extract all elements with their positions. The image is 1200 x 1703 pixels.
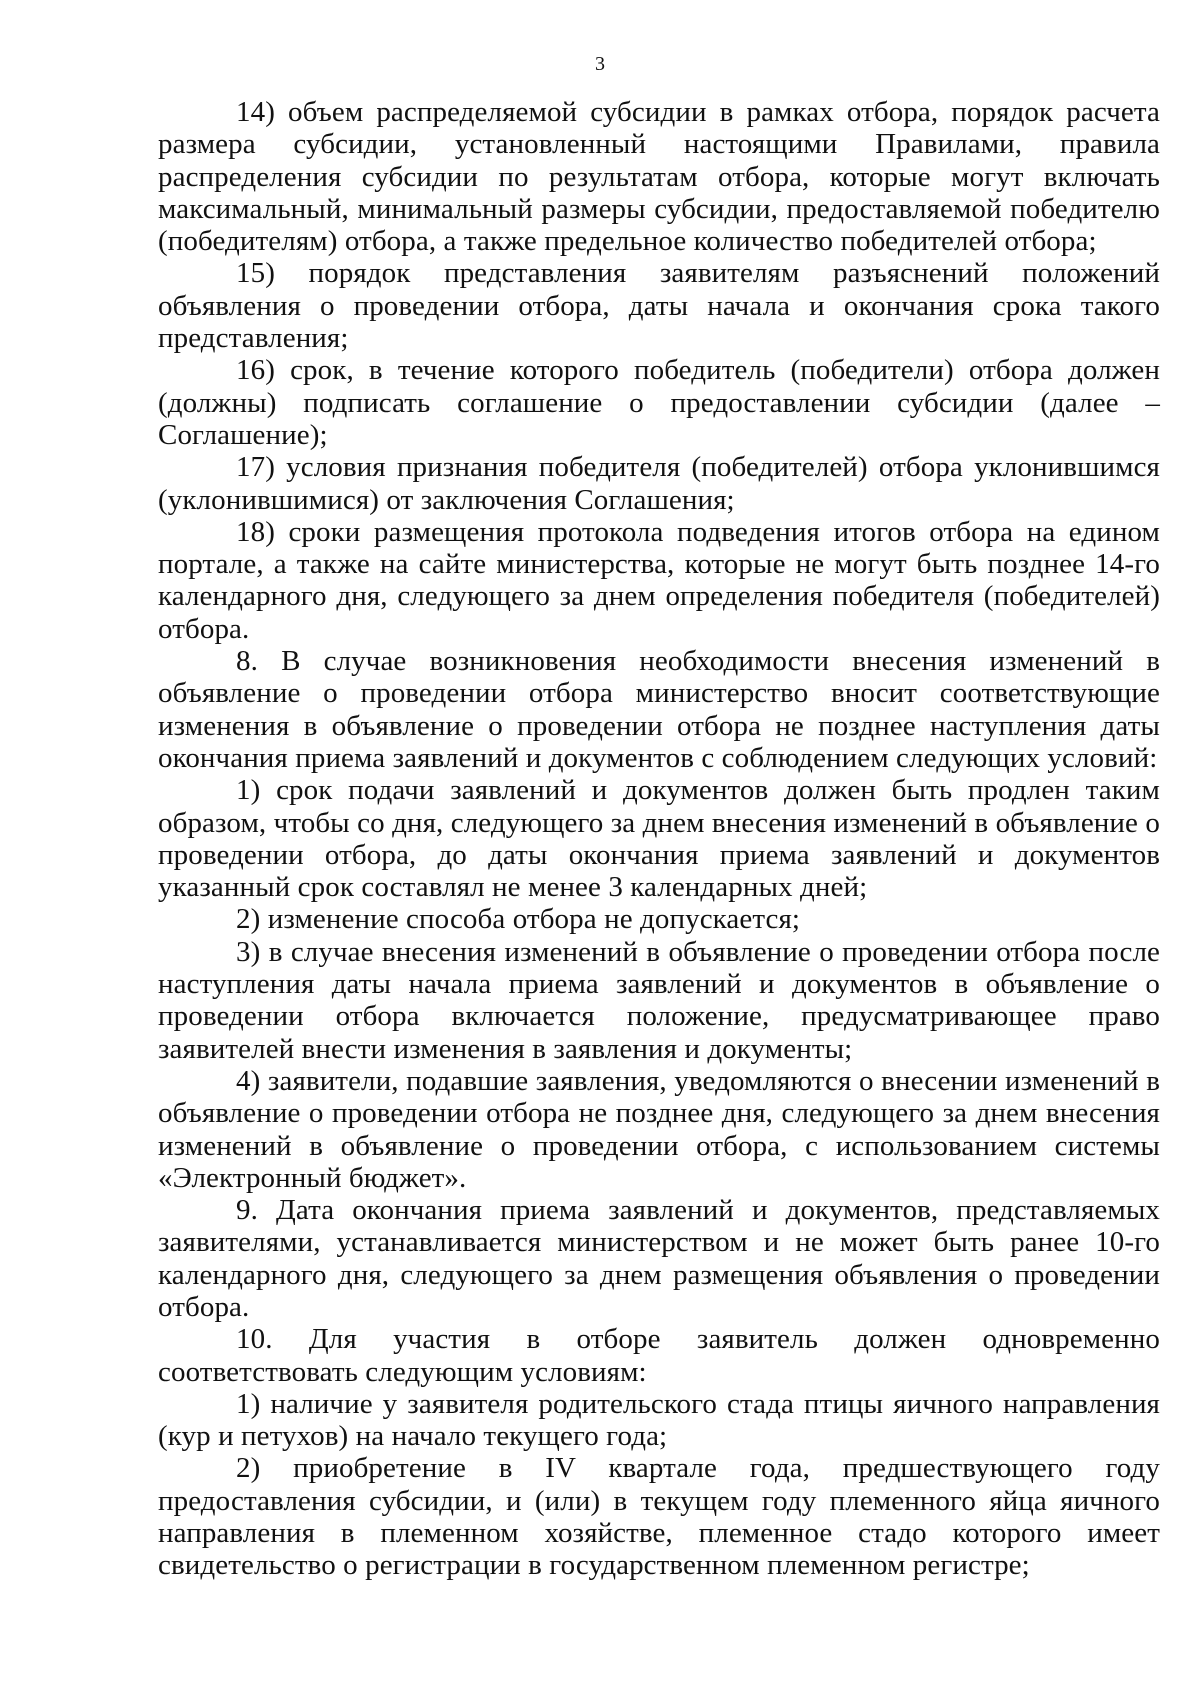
section-10: 10. Для участия в отборе заявитель должен одновременно соответствовать следующим условиям: xyxy=(158,1323,1160,1388)
section-8-item-2: 2) изменение способа отбора не допускается; xyxy=(236,903,801,936)
document-body xyxy=(158,96,1160,1582)
section-8-item-3: 3) в случае внесения изменений в объявление о проведении отбора после наступления даты начала приема заявлений и документов в объявление о проведении отбора включается положение, предусматривающее право заявителей внести изменения в заявления и документы; xyxy=(158,935,1160,1065)
section-9: 9. Дата окончания приема заявлений и документов, представляемых заявителями, устанавливается министерством и не может быть ранее 10-го календарного дня, следующего за днем размещения объявления о проведении отбора. xyxy=(158,1194,1160,1323)
paragraph-17: 17) условия признания победителя (победителей) отбора уклонившимся (уклонившимися) от заключения Соглашения; xyxy=(158,451,1160,516)
paragraph-14: 14) объем распределяемой субсидии в рамках отбора, порядок расчета размера субсидии, установленный настоящими Правилами, правила распределения субсидии по результатам отбора, которые могут включать максимальный, минимальный размеры субсидии, предоставляемой победителю (победителям) отбора, а также предельное количество победителей отбора; xyxy=(158,96,1160,258)
section-8: 8. В случае возникновения необходимости внесения изменений в объявление о проведении отбора министерство вносит соответствующие изменения в объявление о проведении отбора не позднее наступления даты окончания приема заявлений и документов с соблюдением следующих условий: xyxy=(158,645,1160,774)
paragraph-16: 16) срок, в течение которого победитель (победители) отбора должен (должны) подписать соглашение о предоставлении субсидии (далее – Соглашение); xyxy=(158,354,1160,451)
page-number: 3 xyxy=(595,53,605,75)
section-8-item-1: 1) срок подачи заявлений и документов должен быть продлен таким образом, чтобы со дня, следующего за днем внесения изменений в объявление о проведении отбора, до даты окончания приема заявлений и документов указанный срок составлял не менее 3 календарных дней; xyxy=(158,774,1160,904)
paragraph-15: 15) порядок представления заявителям разъяснений положений объявления о проведении отбора, даты начала и окончания срока такого представления; xyxy=(158,257,1160,355)
section-8-item-4: 4) заявители, подавшие заявления, уведомляются о внесении изменений в объявление о проведении отбора не позднее дня, следующего за днем внесения изменений в объявление о проведении отбора, с использованием системы «Электронный бюджет». xyxy=(158,1064,1160,1194)
paragraph-18: 18) сроки размещения протокола подведения итогов отбора на едином портале, а также на сайте министерства, которые не могут быть позднее 14-го календарного дня, следующего за днем определения победителя (победителей) отбора. xyxy=(158,515,1160,645)
section-10-item-2: 2) приобретение в IV квартале года, предшествующего году предоставления субсидии, и (или) в текущем году племенного яйца яичного направления в племенном хозяйстве, племенное стадо которого имеет свидетельство о регистрации в государственном племенном регистре; xyxy=(158,1452,1160,1582)
section-10-item-1: 1) наличие у заявителя родительского стада птицы яичного направления (кур и петухов) на начало текущего года; xyxy=(158,1387,1160,1453)
